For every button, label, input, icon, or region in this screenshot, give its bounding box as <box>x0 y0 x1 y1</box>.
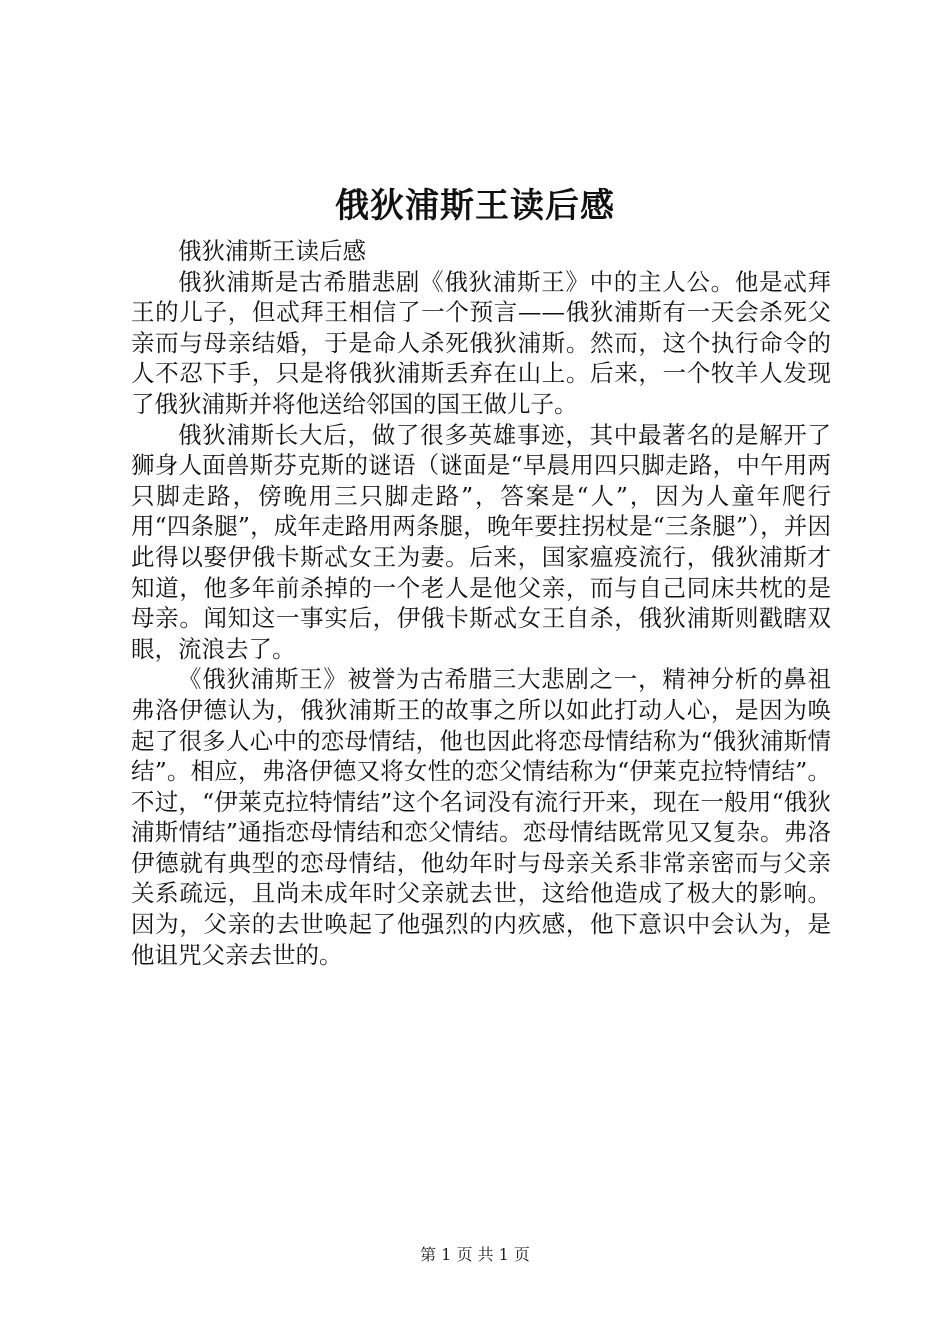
paragraph: 《俄狄浦斯王》被誉为古希腊三大悲剧之一，精神分析的鼻祖弗洛伊德认为，俄狄浦斯王的故事之所以如此打动人心，是因为唤起了很多人心中的恋母情结，他也因此将恋母情结称为“俄狄浦斯情结”。相应，弗洛伊德又将女性的恋父情结称为“伊莱克拉特情结”。不过，“伊莱克拉特情结”这个名词没有流行开来，现在一般用“俄狄浦斯情结”通指恋母情结和恋父情结。恋母情结既常见又复杂。弗洛伊德就有典型的恋母情结，他幼年时与母亲关系非常亲密而与父亲关系疏远，且尚未成年时父亲就去世，这给他造成了极大的影响。因为，父亲的去世唤起了他强烈的内疚感，他下意识中会认为，是他诅咒父亲去世的。 <box>131 665 831 969</box>
paragraph: 俄狄浦斯是古希腊悲剧《俄狄浦斯王》中的主人公。他是忒拜王的儿子，但忒拜王相信了一个预言——俄狄浦斯有一天会杀死父亲而与母亲结婚，于是命人杀死俄狄浦斯。然而，这个执行命令的人不忍下手，只是将俄狄浦斯丢弃在山上。后来，一个牧羊人发现了俄狄浦斯并将他送给邻国的国王做儿子。 <box>131 267 831 418</box>
document-body <box>131 236 831 970</box>
page-number-footer: 第 1 页 共 1 页 <box>420 1245 530 1264</box>
document-title: 俄狄浦斯王读后感 <box>335 186 615 226</box>
paragraph-subtitle: 俄狄浦斯王读后感 <box>178 237 366 265</box>
paragraph: 俄狄浦斯长大后，做了很多英雄事迹，其中最著名的是解开了狮身人面兽斯芬克斯的谜语（谜面是“早晨用四只脚走路，中午用两只脚走路，傍晚用三只脚走路”，答案是“人”，因为人童年爬行用“四条腿”，成年走路用两条腿，晚年要拄拐杖是“三条腿”），并因此得以娶伊俄卡斯忒女王为妻。后来，国家瘟疫流行，俄狄浦斯才知道，他多年前杀掉的一个老人是他父亲，而与自己同床共枕的是母亲。闻知这一事实后，伊俄卡斯忒女王自杀，俄狄浦斯则戳瞎双眼，流浪去了。 <box>131 420 831 663</box>
